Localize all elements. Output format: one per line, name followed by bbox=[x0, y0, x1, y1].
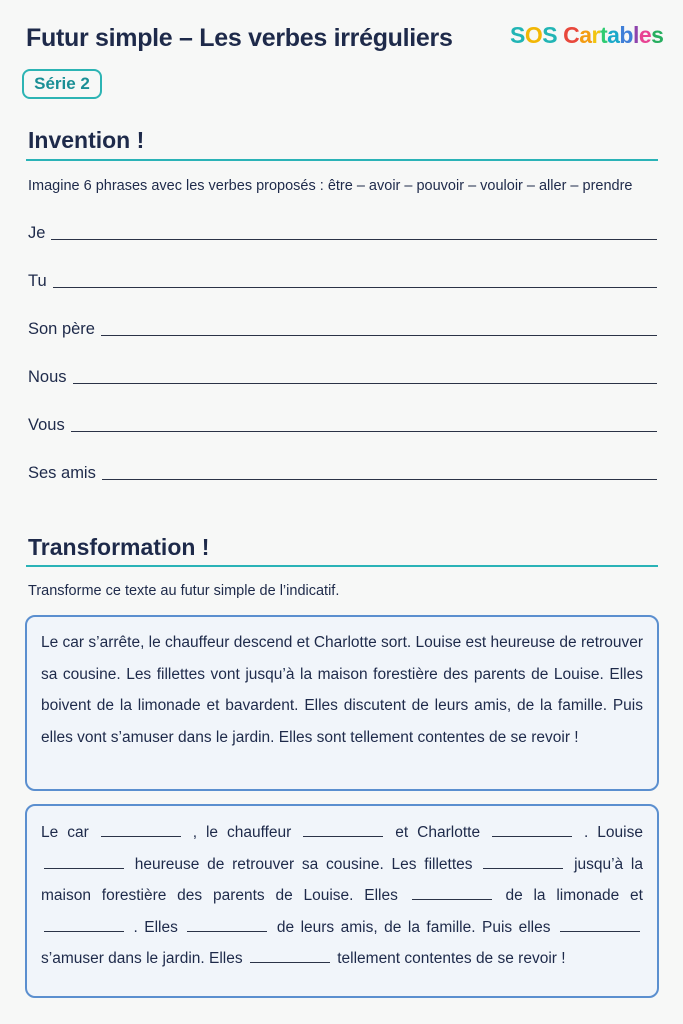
answer-line-son-pere[interactable] bbox=[28, 320, 657, 339]
fill-in-blank[interactable] bbox=[303, 835, 383, 837]
fill-in-blank[interactable] bbox=[483, 867, 563, 869]
logo-letter: a bbox=[607, 22, 620, 48]
exercise-text-segment: heureuse de retrouver sa cousine. Les fillettes bbox=[134, 855, 473, 873]
source-text: Le car s’arrête, le chauffeur descend et Charlotte sort. Louise est heureuse de retrouver sa cousine. Les fillettes vont jusqu’à la maison forestière des parents de Louise. Elles boivent de la limonade et bavardent. Elles discutent de leurs amis, de la famille. Puis elles vont s’amuser dans le jardin. Elles sont tellement contentes de se revoir ! bbox=[41, 634, 643, 746]
answer-line-label: Son père bbox=[28, 320, 95, 338]
answer-line-label: Ses amis bbox=[28, 464, 96, 482]
logo-letter: b bbox=[619, 22, 633, 48]
transformation-divider bbox=[26, 565, 658, 567]
logo-sos bbox=[510, 22, 557, 49]
exercise-text-segment: , le chauffeur bbox=[192, 824, 292, 841]
writing-line[interactable] bbox=[73, 382, 657, 384]
answer-line-label: Vous bbox=[28, 416, 65, 434]
source-text-box bbox=[25, 615, 659, 791]
fill-in-blank[interactable] bbox=[101, 835, 181, 837]
logo-letter: l bbox=[632, 22, 639, 48]
logo-letter: O bbox=[524, 22, 543, 48]
sos-cartables-logo bbox=[510, 22, 663, 49]
exercise-text-segment: . Louise bbox=[584, 824, 643, 841]
answer-line-nous[interactable] bbox=[28, 368, 657, 387]
exercise-text-segment: de leurs amis, de la famille. Puis elles bbox=[276, 918, 551, 936]
exercise-text-segment: et Charlotte bbox=[395, 824, 481, 841]
logo-letter: C bbox=[563, 22, 580, 48]
logo-letter: r bbox=[591, 22, 600, 48]
exercise-text-segment: s’amuser dans le jardin. Elles bbox=[41, 950, 243, 967]
exercise-box bbox=[25, 804, 659, 998]
fill-in-blank[interactable] bbox=[44, 930, 124, 932]
answer-line-ses-amis[interactable] bbox=[28, 464, 657, 483]
answer-line-tu[interactable] bbox=[28, 272, 657, 291]
fill-in-blank[interactable] bbox=[492, 835, 572, 837]
answer-line-vous[interactable] bbox=[28, 416, 657, 435]
logo-cartables bbox=[563, 22, 663, 49]
fill-in-blank[interactable] bbox=[44, 867, 124, 869]
writing-line[interactable] bbox=[101, 334, 657, 336]
logo-letter: t bbox=[599, 22, 608, 48]
exercise-text-segment: . Elles bbox=[133, 918, 178, 936]
fill-in-blank[interactable] bbox=[187, 930, 267, 932]
logo-letter: s bbox=[651, 22, 664, 48]
logo-letter: e bbox=[638, 22, 652, 48]
invention-divider bbox=[26, 159, 658, 161]
writing-line[interactable] bbox=[71, 430, 657, 432]
exercise-text-segment: Le car bbox=[41, 824, 89, 841]
logo-letter: a bbox=[579, 22, 592, 48]
fill-in-blank[interactable] bbox=[412, 898, 492, 900]
fill-in-blank[interactable] bbox=[250, 961, 330, 963]
exercise-text-segment: tellement contentes de se revoir ! bbox=[337, 950, 566, 967]
transformation-instruction: Transforme ce texte au futur simple de l’indicatif. bbox=[28, 583, 340, 599]
logo-letter: S bbox=[542, 22, 558, 48]
page-title: Futur simple – Les verbes irréguliers bbox=[26, 24, 453, 52]
logo-letter: S bbox=[510, 22, 525, 48]
writing-line[interactable] bbox=[53, 286, 657, 288]
transformation-title: Transformation ! bbox=[28, 534, 210, 560]
invention-title: Invention ! bbox=[28, 127, 145, 153]
invention-instruction: Imagine 6 phrases avec les verbes proposés : être – avoir – pouvoir – vouloir – aller – prendre bbox=[28, 178, 633, 194]
answer-line-label: Je bbox=[28, 224, 46, 242]
answer-line-je[interactable] bbox=[28, 224, 657, 243]
answer-line-label: Nous bbox=[28, 368, 67, 386]
exercise-text-segment: de la limonade et bbox=[505, 887, 643, 904]
fill-in-blank[interactable] bbox=[560, 930, 640, 932]
writing-line[interactable] bbox=[102, 478, 657, 480]
series-badge: Série 2 bbox=[22, 69, 102, 99]
writing-line[interactable] bbox=[51, 238, 657, 240]
exercise-text-segment: jusqu’à la maison forestière des parents de Louise. Elles bbox=[41, 855, 644, 904]
answer-line-label: Tu bbox=[28, 272, 47, 290]
